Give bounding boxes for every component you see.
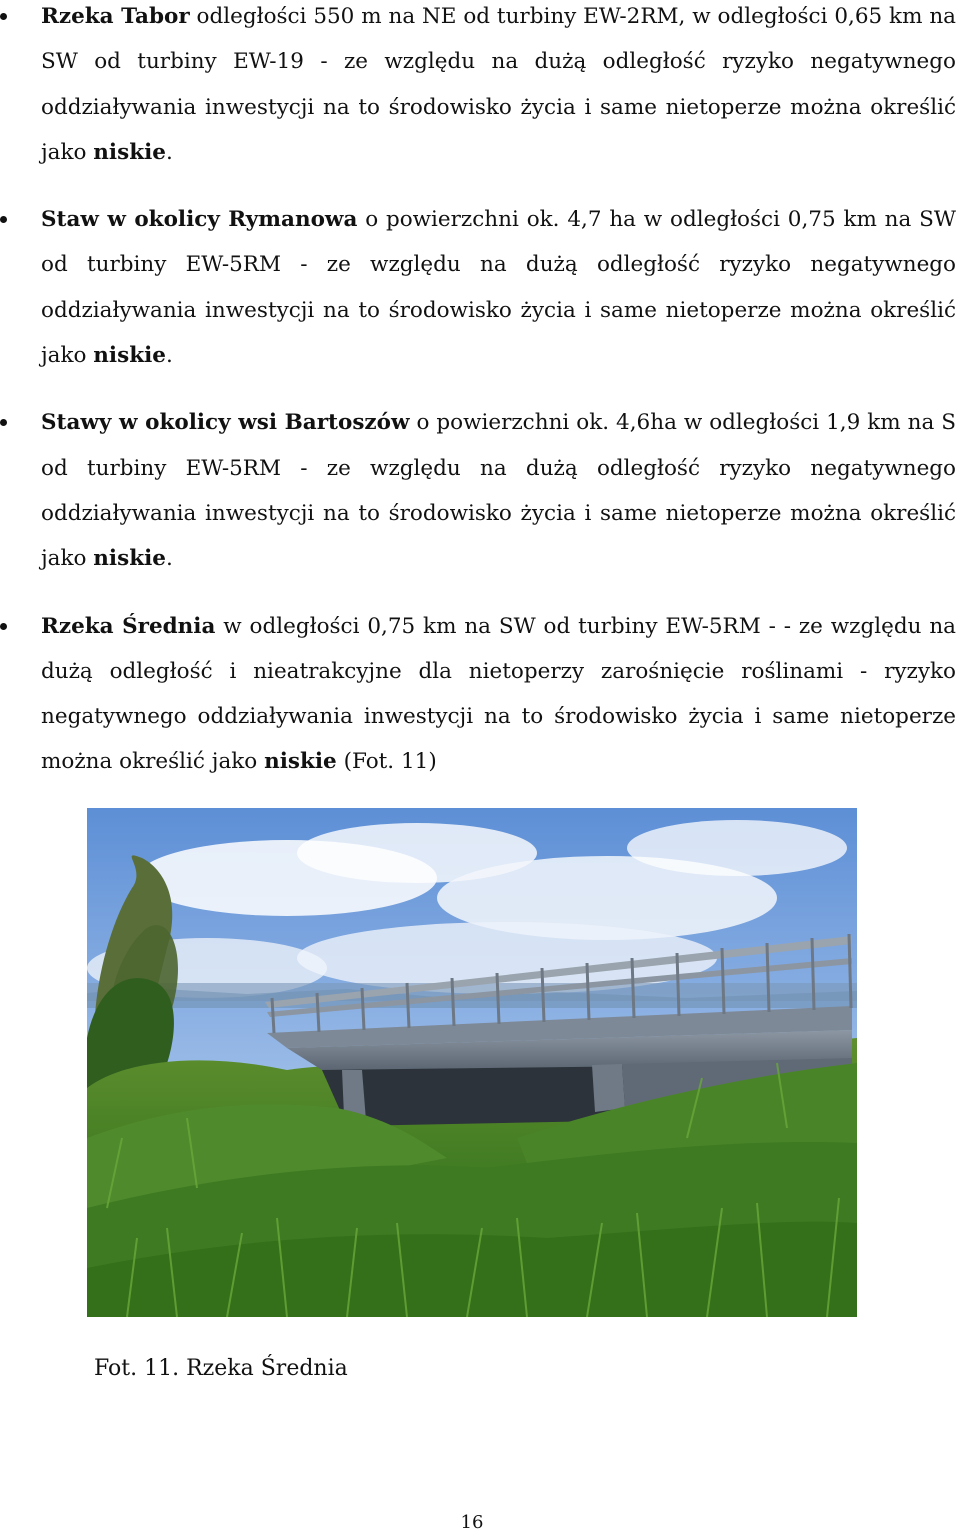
bullet-icon [0, 419, 7, 426]
list-item [0, 197, 960, 378]
description-end: (Fot. 11) [336, 749, 437, 775]
bullet-icon [0, 623, 7, 630]
description-text: o powierzchni ok. 4,7 ha w odległości 0,75 km na SW od turbiny EW-5RM - ze względu na dużą odległość ryzyko negatywnego oddziaływania inwestycji na to środowisko życia i same nietoperze można określić jako [41, 207, 956, 369]
description-text: o powierzchni ok. 4,6ha w odległości 1,9 km na S od turbiny EW-5RM - ze względu na dużą odległość ryzyko negatywnego oddziaływania inwestycji na to środowisko życia i same nietoperze można określić jako [41, 410, 956, 572]
photo-caption: Fot. 11. Rzeka Średnia [94, 1356, 348, 1381]
risk-level: niskie [264, 749, 337, 775]
water-body-name: Rzeka Tabor [41, 4, 190, 29]
risk-level: niskie [93, 343, 166, 369]
risk-level: niskie [93, 546, 166, 572]
risk-level: niskie [93, 139, 166, 165]
bullet-icon [0, 216, 7, 223]
list-item [0, 0, 960, 175]
description-end: . [165, 139, 173, 165]
page-number: 16 [460, 1512, 484, 1533]
description-text: w odległości 0,75 km na SW od turbiny EW-5RM - - ze względu na dużą odległość i nieatrakcyjne dla nietoperzy zarośnięcie roślinami - ryzyko negatywnego oddziaływania inwestycji na to środowisko życia i same nietoperze można określić jako [41, 613, 956, 775]
description-text: odległości 550 m na NE od turbiny EW-2RM, w odległości 0,65 km na SW od turbiny EW-19 - ze względu na dużą odległość ryzyko negatywnego oddziaływania inwestycji na to środowisko życia i same nietoperze można określić jako [41, 4, 956, 165]
description-end: . [165, 343, 173, 369]
bridge-photo [87, 808, 857, 1317]
water-body-name: Stawy w okolicy wsi Bartoszów [41, 410, 410, 436]
water-body-name: Rzeka Średnia [41, 613, 216, 639]
water-body-name: Staw w okolicy Rymanowa [41, 207, 358, 233]
description-end: . [165, 546, 173, 572]
list-item [0, 604, 960, 785]
bullet-icon [0, 13, 7, 20]
list-item [0, 400, 960, 581]
